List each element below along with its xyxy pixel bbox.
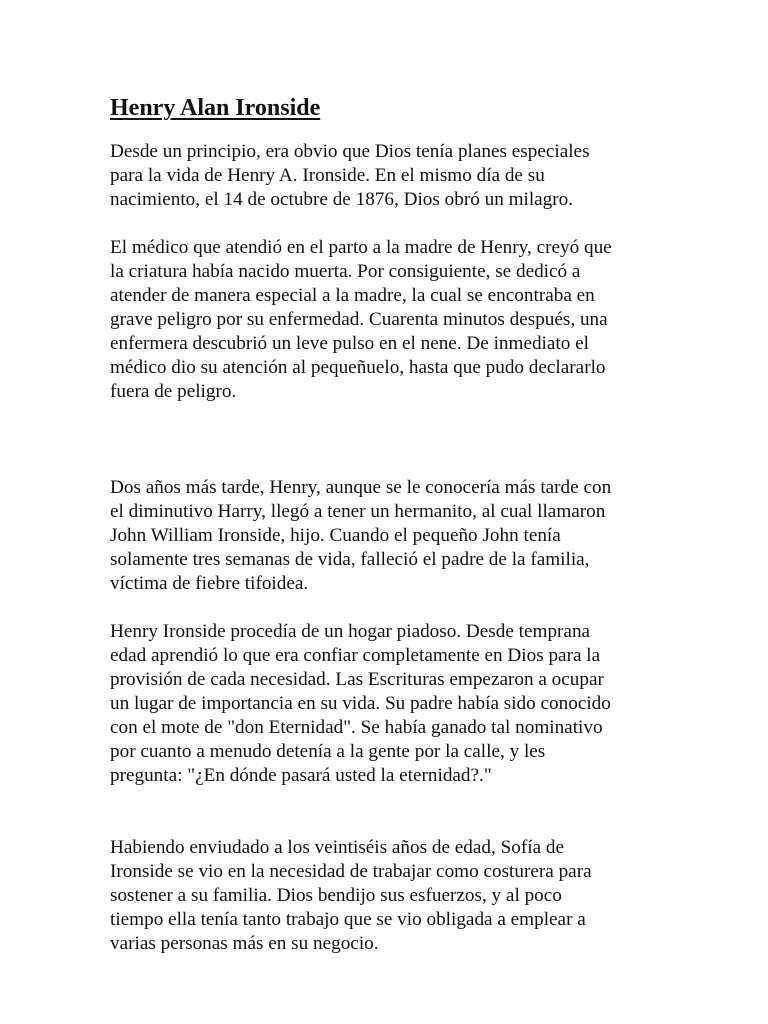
paragraph-home [110,620,670,788]
text-line: edad aprendió lo que era confiar completamente en Dios para la [110,645,601,666]
text-line: enfermera descubrió un leve pulso en el nene. De inmediato el [110,333,589,354]
paragraph-birth [110,140,670,212]
paragraph-doctor [110,236,670,404]
text-line: médico dio su atención al pequeñuelo, hasta que pudo declararlo [110,357,606,378]
text-line: atender de manera especial a la madre, la cual se encontraba en [110,285,595,306]
text-line: Desde un principio, era obvio que Dios tenía planes especiales [110,141,590,162]
text-line: fuera de peligro. [110,381,237,402]
text-line: Habiendo enviudado a los veintiséis años de edad, Sofía de [110,837,564,858]
text-line: El médico que atendió en el parto a la madre de Henry, creyó que [110,237,612,258]
paragraph-widow [110,836,670,956]
text-line: un lugar de importancia en su vida. Su padre había sido conocido [110,693,611,714]
text-line: el diminutivo Harry, llegó a tener un hermanito, al cual llamaron [110,501,606,522]
text-line: para la vida de Henry A. Ironside. En el mismo día de su [110,165,545,186]
text-line: con el mote de "don Eternidad". Se había ganado tal nominativo [110,717,603,738]
text-line: por cuanto a menudo detenía a la gente por la calle, y les [110,741,546,762]
text-line: provisión de cada necesidad. Las Escrituras empezaron a ocupar [110,669,604,690]
text-line: sostener a su familia. Dios bendijo sus esfuerzos, y al poco [110,885,562,906]
text-line: John William Ironside, hijo. Cuando el pequeño John tenía [110,525,561,546]
text-line: víctima de fiebre tifoidea. [110,573,309,594]
text-line: pregunta: "¿En dónde pasará usted la eternidad?." [110,765,492,786]
text-line: varias personas más en su negocio. [110,933,379,954]
text-line: Henry Ironside procedía de un hogar piadoso. Desde temprana [110,621,591,642]
text-line: nacimiento, el 14 de octubre de 1876, Dios obró un milagro. [110,189,574,210]
text-line: grave peligro por su enfermedad. Cuarenta minutos después, una [110,309,608,330]
paragraph-brother [110,476,670,596]
document-page [110,92,670,956]
text-line: tiempo ella tenía tanto trabajo que se vio obligada a emplear a [110,909,586,930]
text-line: solamente tres semanas de vida, falleció el padre de la familia, [110,549,590,570]
text-line: la criatura había nacido muerta. Por consiguiente, se dedicó a [110,261,581,282]
document-title: Henry Alan Ironside [110,95,321,121]
text-line: Ironside se vio en la necesidad de trabajar como costurera para [110,861,592,882]
text-line: Dos años más tarde, Henry, aunque se le conocería más tarde con [110,477,612,498]
